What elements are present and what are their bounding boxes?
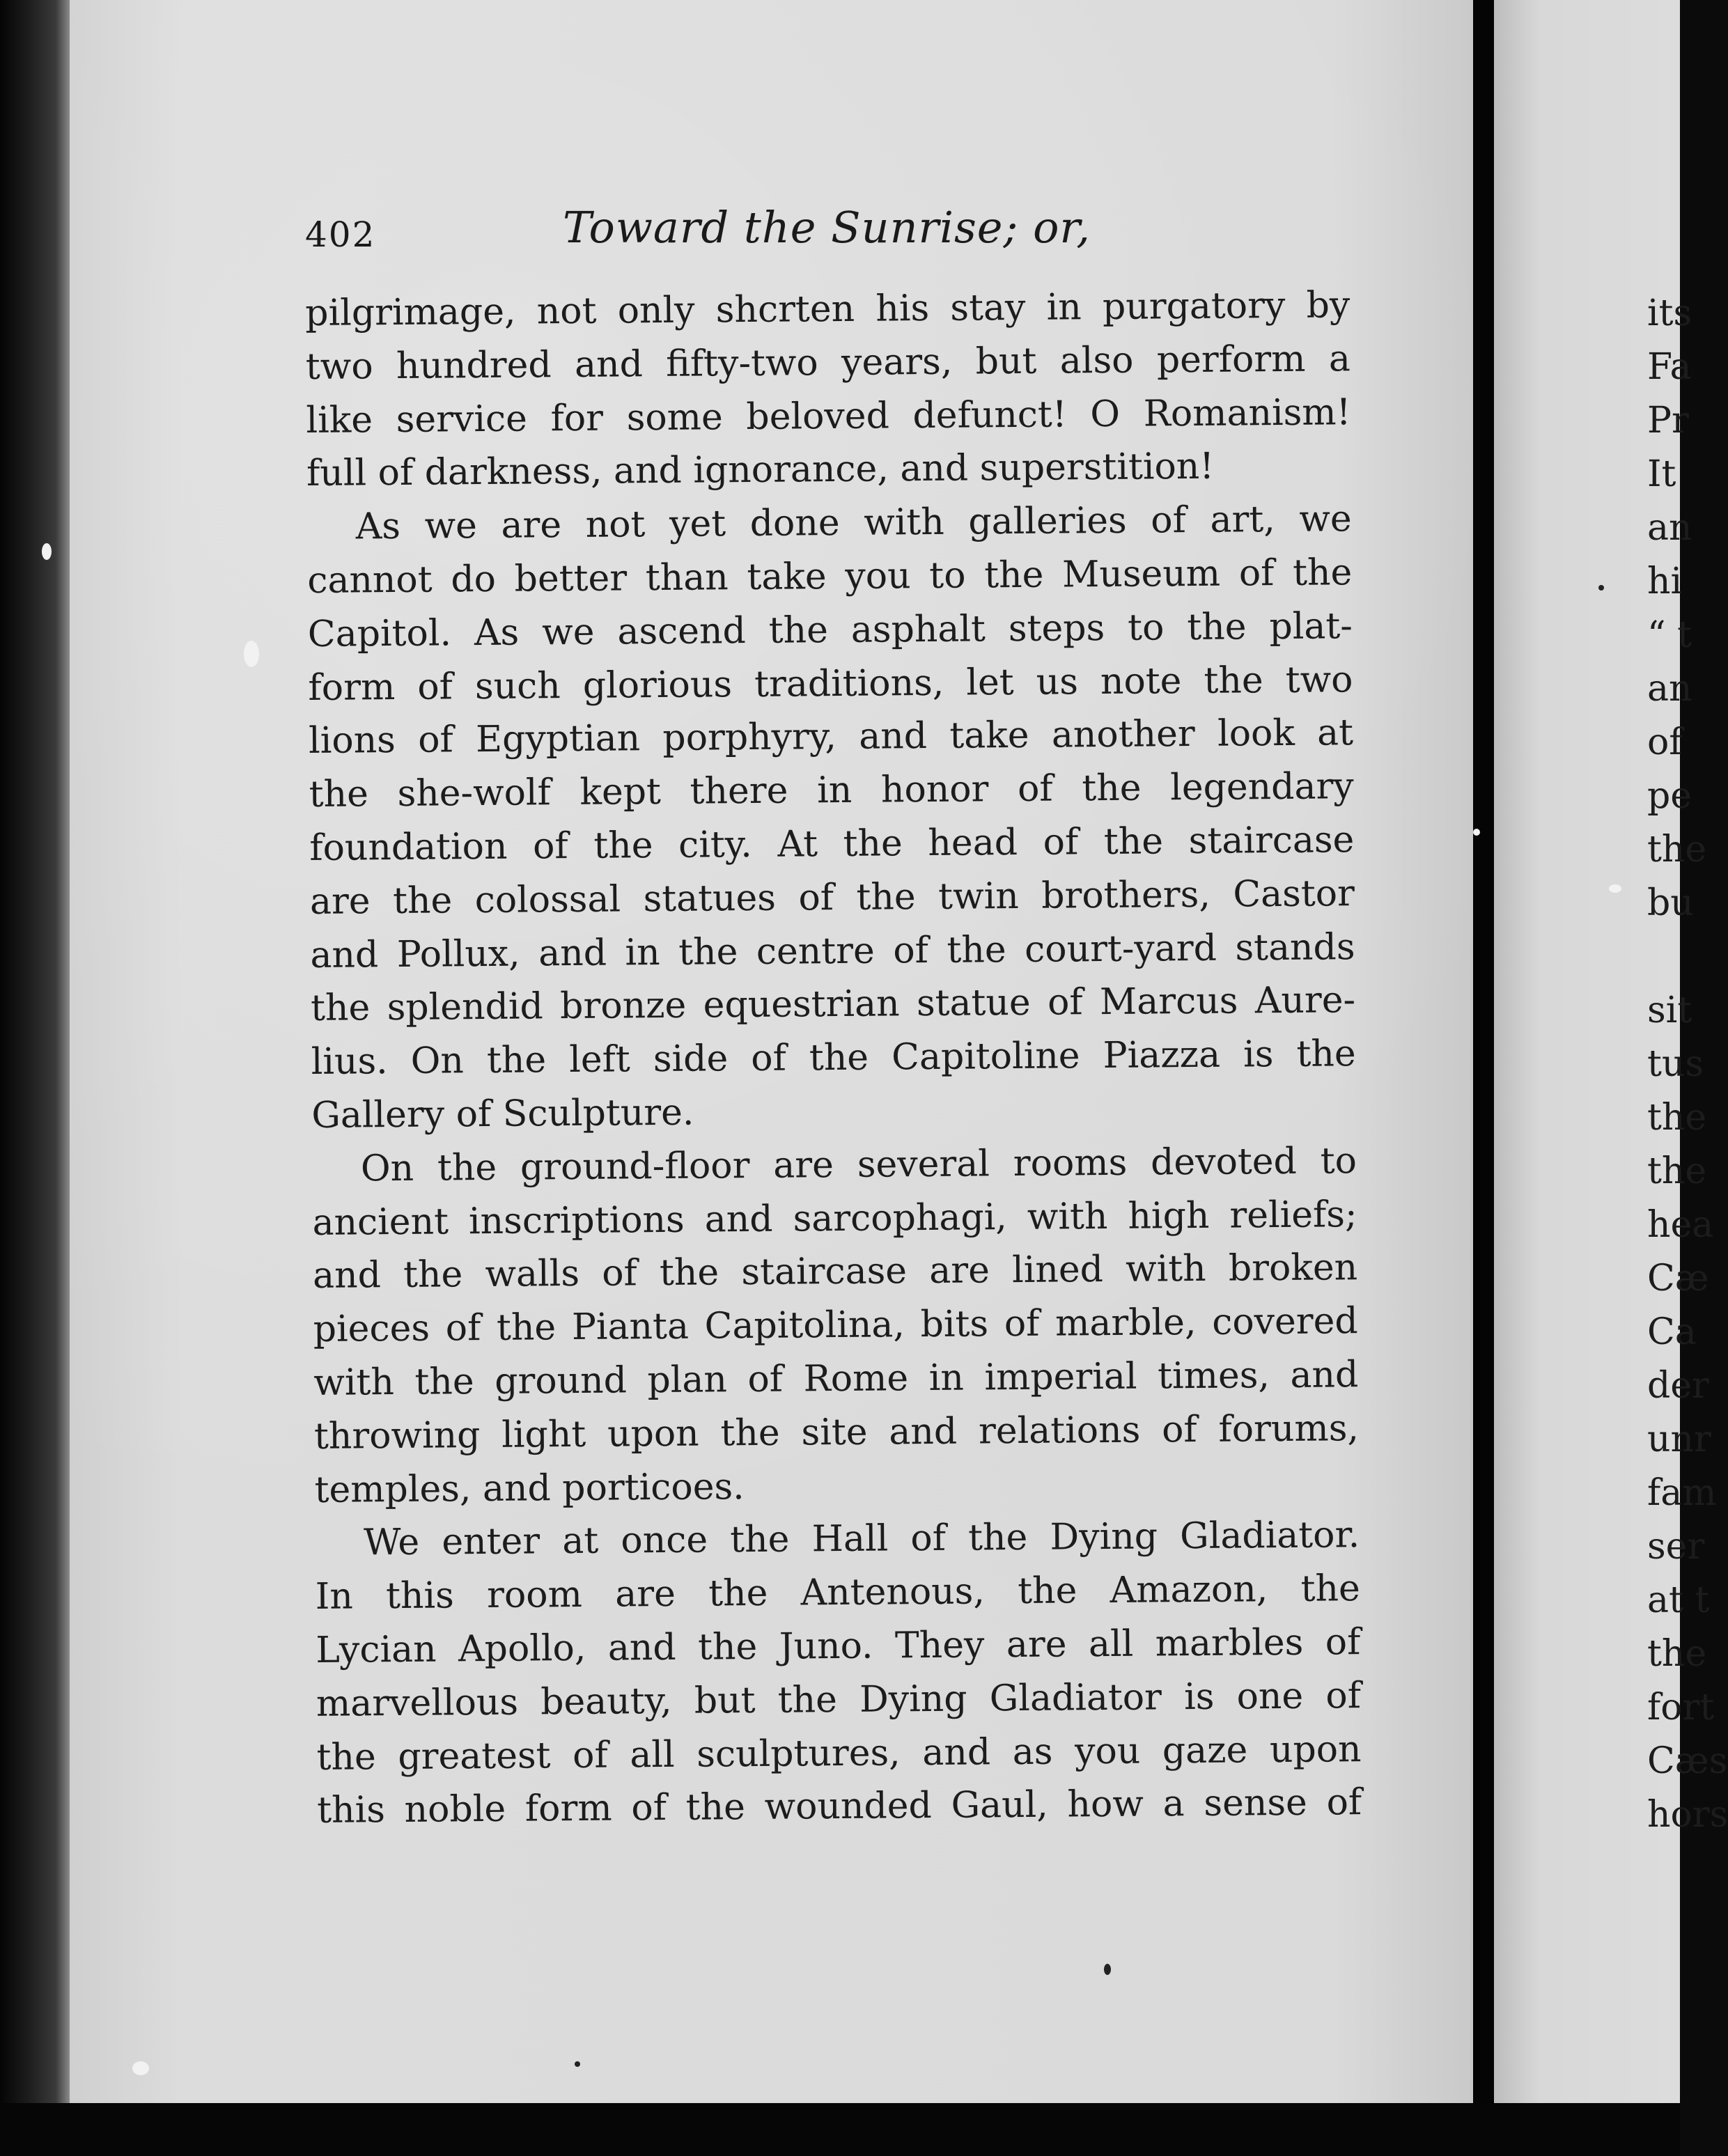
page-number: 402 [305,214,376,255]
paragraph-first-line: On the ground-floor are several rooms devoted to [360,1139,1357,1190]
text-line: pieces of the Pianta Capitolina, bits of marble, covered [313,1300,1358,1351]
text-line: form of such glorious traditions, let us note the two [308,658,1353,709]
scan-speck [575,2061,580,2067]
scan-speck [1598,585,1604,591]
facing-page-fragment: “ t [1647,614,1692,656]
scan-speck [132,2061,149,2075]
scan-speck [1104,1964,1111,1975]
scan-bottom-edge [0,2103,1680,2156]
facing-page-fragment: hi [1647,561,1683,602]
text-line: full of darkness, and ignorance, and superstition! [306,446,1215,495]
facing-page-fragment: pe [1647,775,1692,817]
text-line: cannot do better than take you to the Museum of the [307,552,1353,602]
text-line: and Pollux, and in the centre of the court-yard stands [310,925,1355,976]
facing-page-fragment: fort [1647,1687,1715,1728]
facing-page-fragment: at t [1647,1579,1710,1621]
scan-speck [1473,829,1480,836]
text-line: ancient inscriptions and sarcophagi, with high reliefs; [312,1193,1357,1244]
text-line: the splendid bronze equestrian statue of Marcus Aure- [310,979,1356,1030]
scan-speck [42,543,52,560]
page-header [305,202,1350,258]
scan-speck [244,641,259,667]
text-line: like service for some beloved defunct! O Romanism! [306,391,1351,442]
page-gutter [1473,0,1494,2156]
facing-page-fragment: Pr [1647,400,1689,442]
facing-page-fragment: fam [1647,1472,1717,1514]
text-line: Capitol. As we ascend the asphalt steps to the plat- [307,604,1353,655]
text-line: lions of Egyptian porphyry, and take another look at [308,712,1354,763]
text-line: In this room are the Antenous, the Amazon, the [315,1568,1360,1618]
facing-page-fragment: Fa [1647,346,1692,388]
running-title: Toward the Sunrise; or, [563,202,1091,253]
paragraph-first-line: We enter at once the Hall of the Dying Gladiator. [363,1514,1360,1564]
text-line: two hundred and fifty-two years, but also perform a [305,338,1351,388]
paragraph-first-line: As we are not yet done with galleries of art, we [355,498,1352,548]
text-line: the she-wolf kept there in honor of the legendary [309,765,1354,816]
text-line: pilgrimage, not only shcrten his stay in purgatory by [305,284,1351,334]
text-line: foundation of the city. At the head of the staircase [309,819,1355,869]
facing-page-fragment: the [1647,1097,1707,1139]
facing-page-fragment: hors [1647,1794,1728,1836]
text-line: marvellous beauty, but the Dying Gladiator is one of [316,1674,1362,1725]
body-text [305,279,1362,1838]
book-binding-edge [0,0,70,2156]
text-line: Lycian Apollo, and the Juno. They are all marbles of [316,1621,1361,1671]
text-line: throwing light upon the site and relations of forums, [313,1407,1360,1458]
facing-page-fragment: of [1647,721,1683,763]
facing-page-fragment: hea [1647,1204,1714,1246]
facing-page-fragment: its [1647,292,1692,334]
facing-page-fragment: an [1647,668,1692,710]
text-line: lius. On the left side of the Capitoline Piazza is the [311,1033,1356,1084]
text-line: are the colossal statues of the twin brothers, Castor [309,872,1355,923]
facing-page-fragment: an [1647,507,1692,549]
text-line: the greatest of all sculptures, and as you gaze upon [316,1728,1362,1779]
facing-page-fragment: Cæs [1647,1740,1728,1782]
text-line: temples, and porticoes. [314,1465,745,1511]
facing-page-fragment: Ca [1647,1311,1697,1353]
facing-page-fragment: tus [1647,1043,1704,1085]
facing-page-fragment: bu [1647,882,1694,924]
facing-page-fragment: der [1647,1365,1709,1407]
facing-page-fragment: the [1647,1150,1707,1192]
facing-page-fragment: unr [1647,1419,1711,1460]
text-line: with the ground plan of Rome in imperial times, and [313,1354,1359,1404]
facing-page-fragment: Cæ [1647,1258,1709,1299]
text-line: Gallery of Sculpture. [311,1091,694,1136]
text-line: and the walls of the staircase are lined with broken [312,1247,1358,1297]
facing-page-fragment: the [1647,1633,1707,1675]
facing-page-fragment: sit [1647,990,1692,1031]
facing-page-fragment: It [1647,453,1676,495]
text-line: this noble form of the wounded Gaul, how a sense of [316,1781,1362,1832]
facing-page-fragment: ser [1647,1526,1705,1568]
facing-page-fragment: the [1647,829,1707,870]
scan-speck [1609,884,1621,893]
